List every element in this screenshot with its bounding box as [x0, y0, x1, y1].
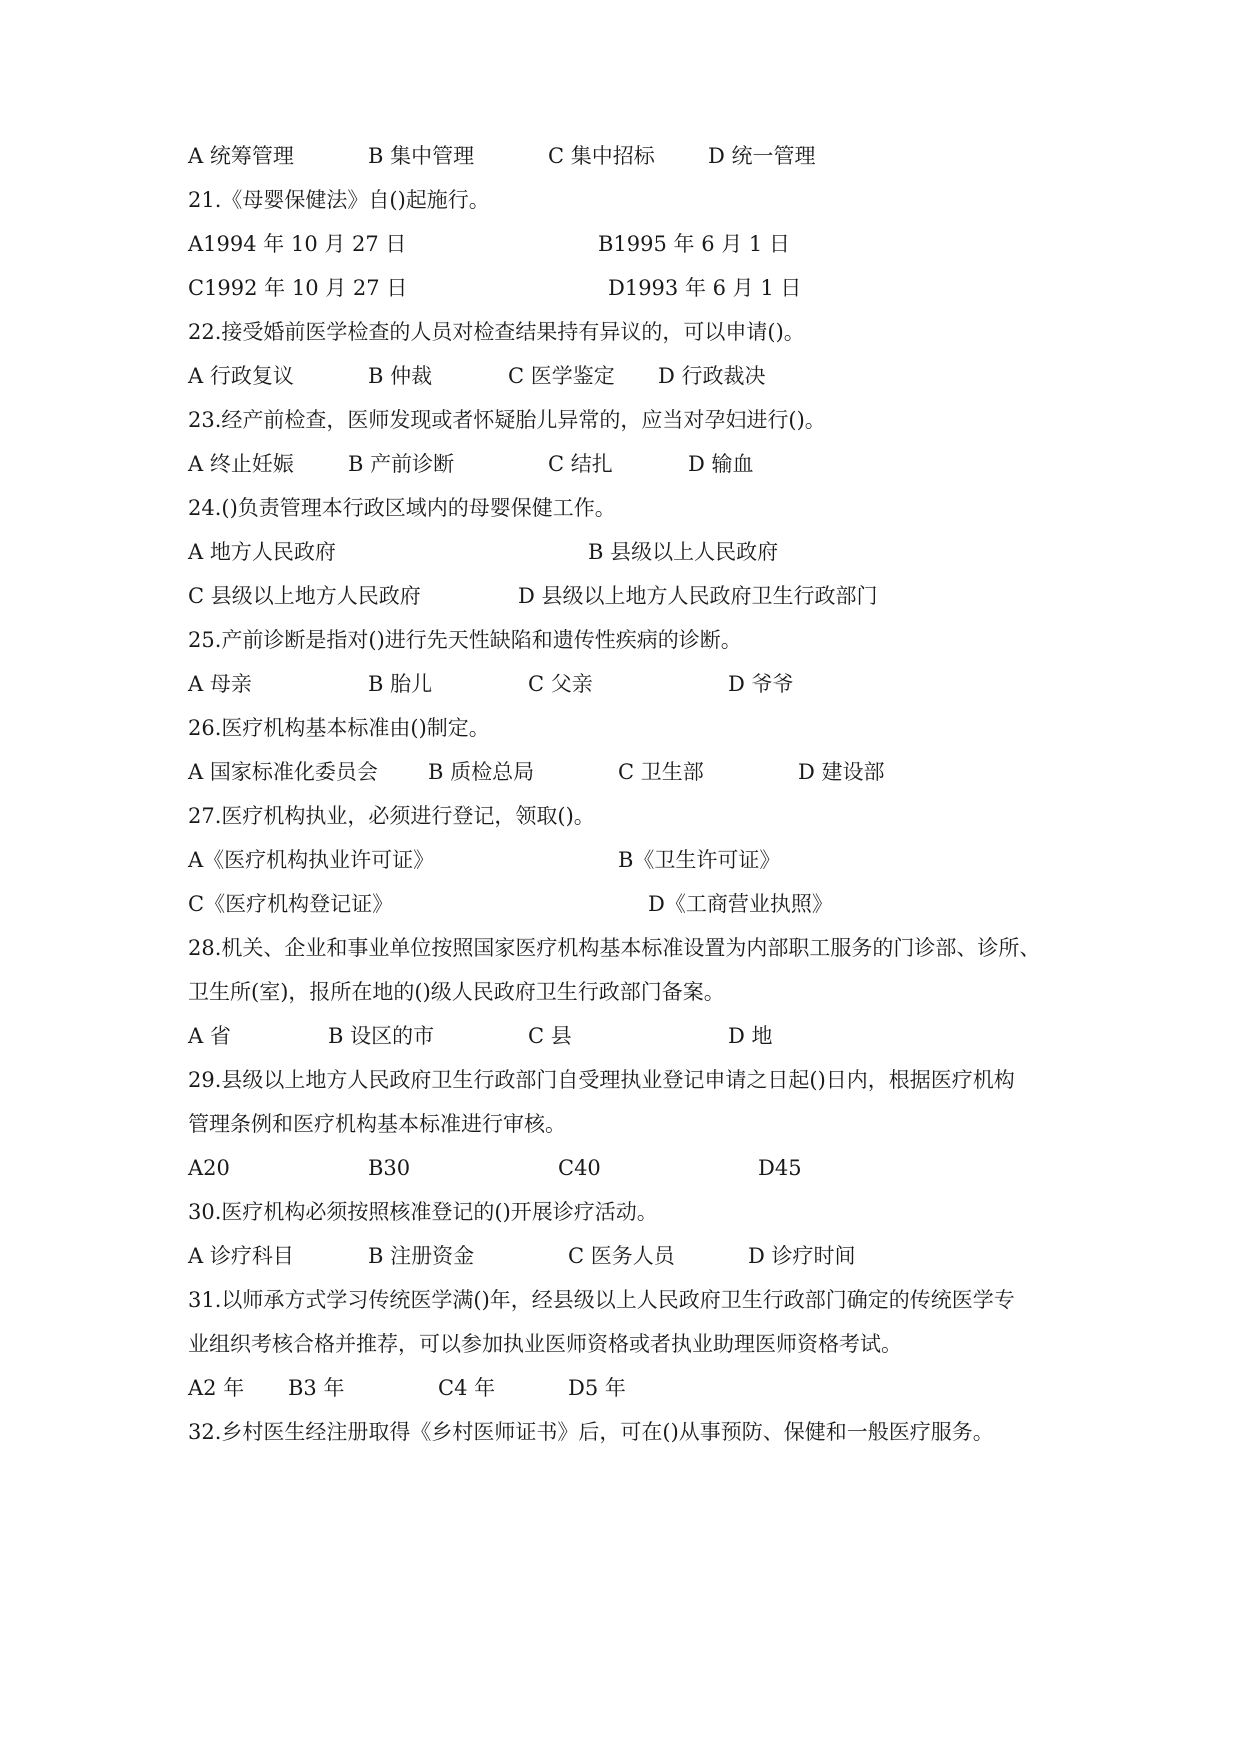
answer-option: A 行政复议: [188, 364, 294, 388]
answer-option: C 结扎: [548, 452, 613, 476]
answer-option: D 县级以上地方人民政府卫生行政部门: [518, 584, 878, 608]
answer-option: D 地: [728, 1024, 773, 1048]
answer-option: C 卫生部: [618, 760, 704, 784]
question-text: 23.经产前检查，医师发现或者怀疑胎儿异常的，应当对孕妇进行()。: [188, 408, 826, 432]
answer-option: A 统筹管理: [188, 144, 294, 168]
answer-option: D《工商营业执照》: [648, 892, 833, 916]
answer-option: C1992 年 10 月 27 日: [188, 276, 408, 300]
answer-option: C40: [558, 1156, 601, 1180]
question-text: 业组织考核合格并推荐，可以参加执业医师资格或者执业助理医师资格考试。: [188, 1332, 902, 1356]
answer-option: D 诊疗时间: [748, 1244, 856, 1268]
question-text: 27.医疗机构执业，必须进行登记，领取()。: [188, 804, 595, 828]
question-text: 32.乡村医生经注册取得《乡村医师证书》后，可在()从事预防、保健和一般医疗服务。: [188, 1420, 994, 1444]
answer-option: A 省: [188, 1024, 231, 1048]
answer-option: A《医疗机构执业许可证》: [188, 848, 435, 872]
question-text: 29.县级以上地方人民政府卫生行政部门自受理执业登记申请之日起()日内，根据医疗机构: [188, 1068, 1015, 1092]
question-text: 卫生所(室)，报所在地的()级人民政府卫生行政部门备案。: [188, 980, 725, 1004]
answer-option: C 集中招标: [548, 144, 655, 168]
question-text: 25.产前诊断是指对()进行先天性缺陷和遗传性疾病的诊断。: [188, 628, 742, 652]
answer-option: C 县级以上地方人民政府: [188, 584, 421, 608]
answer-option: C 医学鉴定: [508, 364, 615, 388]
answer-option: B1995 年 6 月 1 日: [598, 232, 790, 256]
answer-option: C4 年: [438, 1376, 496, 1400]
question-text: 31.以师承方式学习传统医学满()年，经县级以上人民政府卫生行政部门确定的传统医学专: [188, 1288, 1015, 1312]
answer-option: C 医务人员: [568, 1244, 675, 1268]
answer-option: B30: [368, 1156, 411, 1180]
answer-option: B 注册资金: [368, 1244, 475, 1268]
question-text: 24.()负责管理本行政区域内的母婴保健工作。: [188, 496, 616, 520]
answer-option: B 仲裁: [368, 364, 433, 388]
question-text: 30.医疗机构必须按照核准登记的()开展诊疗活动。: [188, 1200, 658, 1224]
answer-option: D45: [758, 1156, 802, 1180]
answer-option: D1993 年 6 月 1 日: [608, 276, 802, 300]
answer-option: B 胎儿: [368, 672, 433, 696]
answer-option: A 国家标准化委员会: [188, 760, 378, 784]
answer-option: B 集中管理: [368, 144, 475, 168]
answer-option: D 统一管理: [708, 144, 816, 168]
answer-option: C《医疗机构登记证》: [188, 892, 394, 916]
answer-option: B 产前诊断: [348, 452, 455, 476]
answer-option: B 质检总局: [428, 760, 535, 784]
answer-option: D 建设部: [798, 760, 885, 784]
question-text: 21.《母婴保健法》自()起施行。: [188, 188, 490, 212]
question-text: 管理条例和医疗机构基本标准进行审核。: [188, 1112, 566, 1136]
answer-option: A20: [188, 1156, 230, 1180]
answer-option: D 行政裁决: [658, 364, 766, 388]
answer-option: A1994 年 10 月 27 日: [188, 232, 407, 256]
answer-option: C 父亲: [528, 672, 593, 696]
answer-option: A 诊疗科目: [188, 1244, 294, 1268]
answer-option: B《卫生许可证》: [618, 848, 781, 872]
answer-option: D5 年: [568, 1376, 626, 1400]
answer-option: A2 年: [188, 1376, 245, 1400]
answer-option: D 输血: [688, 452, 754, 476]
answer-option: A 地方人民政府: [188, 540, 336, 564]
question-text: 22.接受婚前医学检查的人员对检查结果持有异议的，可以申请()。: [188, 320, 805, 344]
answer-option: B 设区的市: [328, 1024, 435, 1048]
answer-option: B3 年: [288, 1376, 345, 1400]
answer-option: C 县: [528, 1024, 572, 1048]
answer-option: B 县级以上人民政府: [588, 540, 779, 564]
answer-option: D 爷爷: [728, 672, 794, 696]
answer-option: A 母亲: [188, 672, 252, 696]
question-text: 28.机关、企业和事业单位按照国家医疗机构基本标准设置为内部职工服务的门诊部、诊所、: [188, 936, 1041, 960]
question-text: 26.医疗机构基本标准由()制定。: [188, 716, 490, 740]
answer-option: A 终止妊娠: [188, 452, 294, 476]
